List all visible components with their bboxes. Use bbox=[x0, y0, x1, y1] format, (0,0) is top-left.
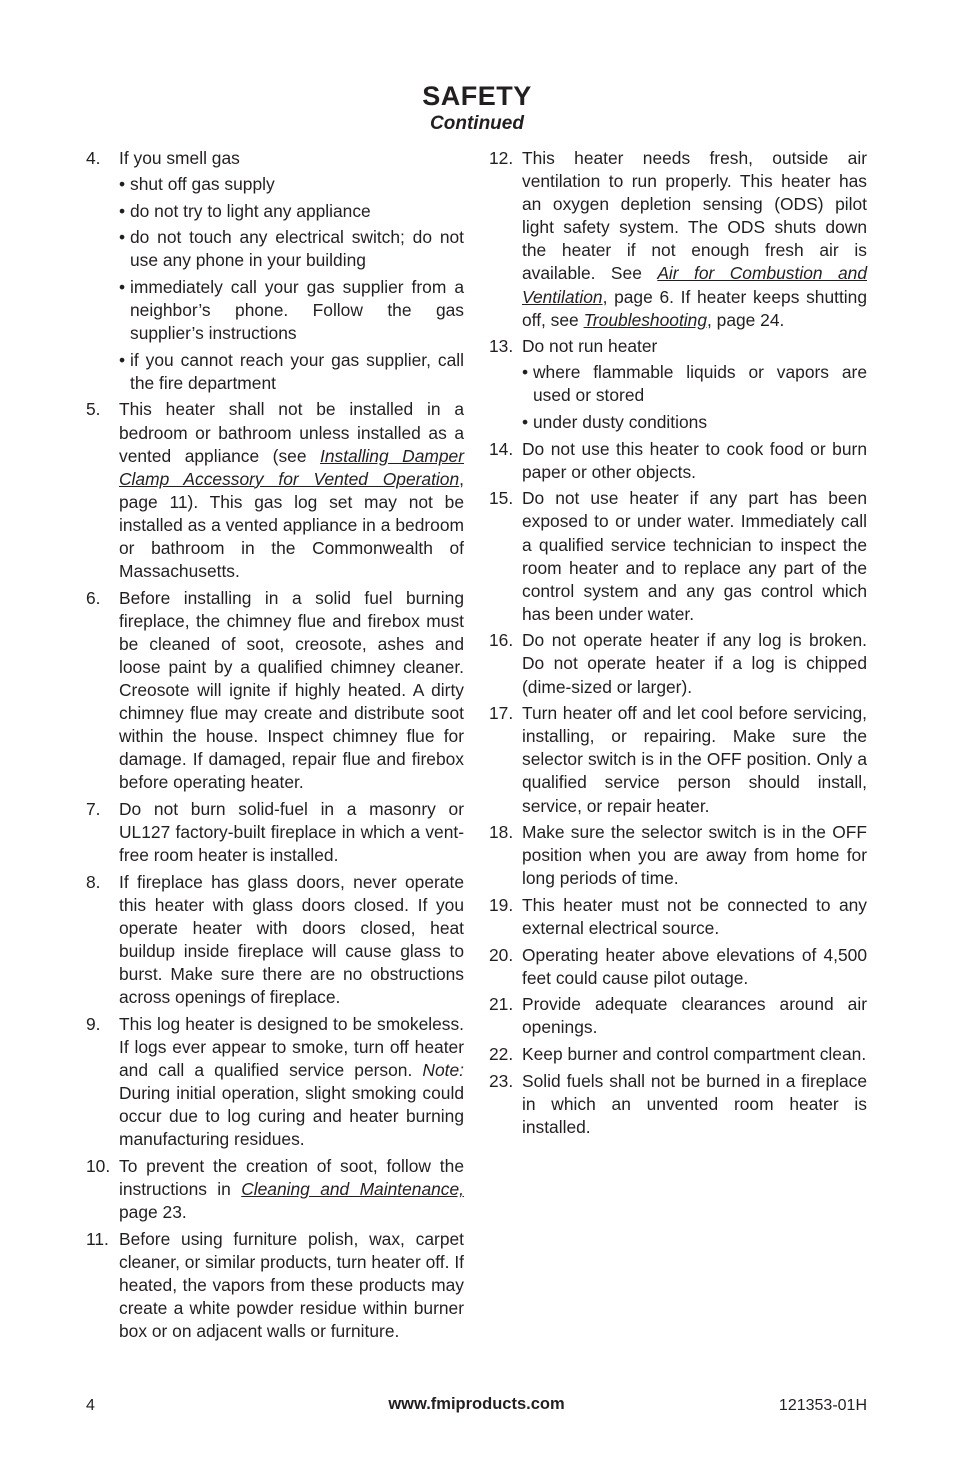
safety-item-12: 12. This heater needs fresh, outside air ventilation to run properly. This heater has an oxygen depletion sensing (ODS) pilot light safety system. The ODS shuts down the heater if not enough fresh air is available. See Air for Combustion and Ventilation, page 6. If heater keeps shutting off, see Troubleshooting, page 24. bbox=[489, 148, 867, 330]
cross-reference-link[interactable]: Installing Damper Clamp Accessory for Vented Operation bbox=[119, 445, 464, 489]
bullet-item: • where flammable liquids or vapors are used or stored bbox=[522, 362, 867, 406]
item-text: This heater must not be connected to any external electrical source. bbox=[522, 894, 867, 938]
bullet-icon: • bbox=[119, 276, 126, 297]
item-number: 16. bbox=[489, 630, 514, 651]
item-number: 5. bbox=[86, 399, 101, 420]
bullet-list bbox=[119, 173, 464, 395]
item-text: Solid fuels shall not be burned in a fireplace in which an unvented room heater is installed. bbox=[522, 1070, 867, 1137]
item-number: 20. bbox=[489, 944, 514, 965]
bullet-list bbox=[522, 361, 867, 434]
bullet-item: • do not touch any electrical switch; do not use any phone in your building bbox=[119, 227, 464, 271]
safety-item-14 bbox=[489, 438, 867, 484]
page-title: SAFETY bbox=[422, 81, 532, 111]
safety-item-13 bbox=[489, 335, 867, 434]
safety-item-7 bbox=[86, 798, 464, 867]
bullet-icon: • bbox=[119, 174, 126, 195]
item-text: Do not use this heater to cook food or burn paper or other objects. bbox=[522, 438, 867, 482]
page-header bbox=[0, 80, 954, 136]
bullet-icon: • bbox=[119, 227, 126, 248]
bullet-item: • do not try to light any appliance bbox=[119, 200, 464, 223]
safety-item-20 bbox=[489, 944, 867, 990]
item-text: Make sure the selector switch is in the OFF position when you are away from home for long periods of time. bbox=[522, 822, 867, 889]
item-number: 21. bbox=[489, 994, 514, 1015]
item-number: 15. bbox=[489, 488, 514, 509]
item-number: 17. bbox=[489, 703, 514, 724]
safety-item-15 bbox=[489, 487, 867, 626]
item-text: Provide adequate clearances around air openings. bbox=[522, 994, 867, 1038]
safety-item-22 bbox=[489, 1043, 867, 1066]
safety-item-16 bbox=[489, 629, 867, 698]
safety-item-6 bbox=[86, 587, 464, 795]
item-text: Before using furniture polish, wax, carpet cleaner, or similar products, turn heater off. If heated, the vapors from these products may create a white powder residue within burner box or on adjacent walls or furniture. bbox=[119, 1228, 464, 1342]
bullet-icon: • bbox=[119, 200, 126, 221]
item-number: 9. bbox=[86, 1013, 101, 1034]
item-number: 22. bbox=[489, 1043, 514, 1064]
item-number: 13. bbox=[489, 336, 514, 357]
page-footer bbox=[86, 1395, 867, 1417]
item-number: 8. bbox=[86, 871, 101, 892]
safety-item-23 bbox=[489, 1070, 867, 1139]
page-number: 4 bbox=[86, 1397, 95, 1414]
item-number: 19. bbox=[489, 894, 514, 915]
left-column bbox=[86, 147, 464, 1347]
bullet-icon: • bbox=[119, 349, 126, 370]
bullet-item: • immediately call your gas supplier from a neighbor’s phone. Follow the gas supplier’s instructions bbox=[119, 276, 464, 344]
safety-item-4 bbox=[86, 147, 464, 395]
item-text: Do not operate heater if any log is broken. Do not operate heater if a log is chipped (dime-sized or larger). bbox=[522, 630, 867, 697]
cross-reference-link[interactable]: Air for Combustion and Ventilation bbox=[522, 263, 867, 307]
item-number: 11. bbox=[86, 1228, 109, 1249]
right-column bbox=[489, 147, 867, 1142]
item-number: 7. bbox=[86, 799, 101, 820]
safety-item-10: 10. To prevent the creation of soot, follow the instructions in Cleaning and Maintenance, page 23. bbox=[86, 1155, 464, 1223]
item-text: Turn heater off and let cool before servicing, installing, or repairing. Make sure the selector switch is in the OFF position. Only a qualified service person should install, service, or repair heater. bbox=[522, 703, 867, 816]
safety-item-21 bbox=[489, 993, 867, 1039]
item-text: If you smell gas bbox=[119, 148, 240, 168]
item-text: Before installing in a solid fuel burning fireplace, the chimney flue and firebox must be cleaned of soot, creosote, ashes and loose paint by a qualified chimney cleaner. Creosote will ignite if highly heated. A dirty chimney flue may create and distribute soot within the house. Inspect chimney flue for damage. If damaged, repair flue and firebox before operating heater. bbox=[119, 587, 464, 793]
safety-item-19 bbox=[489, 894, 867, 940]
item-text: Do not use heater if any part has been exposed to or under water. Immediately call a qualified service technician to inspect the room heater and to replace any part of the control system and any gas control which has been under water. bbox=[522, 488, 867, 624]
safety-item-17 bbox=[489, 702, 867, 817]
item-text: Keep burner and control compartment clean. bbox=[522, 1043, 867, 1064]
safety-item-5: 5. This heater shall not be installed in a bedroom or bathroom unless installed as a vented appliance (see Installing Damper Clamp Accessory for Vented Operation, page 11). This gas log set may not be installed as a vented appliance in a bedroom or bathroom in the Commonwealth of Massachusetts. bbox=[86, 399, 464, 582]
note-label: Note: bbox=[422, 1060, 464, 1081]
bullet-item: • if you cannot reach your gas supplier, call the fire department bbox=[119, 349, 464, 393]
page-subtitle: Continued bbox=[430, 113, 524, 134]
website-link[interactable]: www.fmiproducts.com bbox=[388, 1395, 565, 1413]
safety-item-11 bbox=[86, 1228, 464, 1343]
item-number: 12. bbox=[489, 148, 514, 168]
bullet-item: • shut off gas supply bbox=[119, 173, 464, 196]
item-text: If fireplace has glass doors, never operate this heater with glass doors closed. If you operate heater with doors closed, heat buildup inside fireplace will cause glass to burst. Make sure there are no obstructions across openings of fireplace. bbox=[119, 871, 464, 1008]
bullet-item: • under dusty conditions bbox=[522, 411, 867, 434]
item-number: 4. bbox=[86, 148, 101, 168]
item-number: 18. bbox=[489, 822, 514, 843]
item-text: Do not run heater bbox=[522, 336, 658, 357]
safety-item-8 bbox=[86, 871, 464, 1010]
item-text: Do not burn solid-fuel in a masonry or UL127 factory-built fireplace in which a vent-free room heater is installed. bbox=[119, 799, 464, 866]
item-text: Operating heater above elevations of 4,500 feet could cause pilot outage. bbox=[522, 944, 867, 988]
item-number: 14. bbox=[489, 438, 514, 459]
item-number: 23. bbox=[489, 1070, 514, 1091]
bullet-icon: • bbox=[522, 412, 529, 433]
cross-reference-link[interactable]: Troubleshooting bbox=[583, 309, 707, 330]
item-number: 6. bbox=[86, 587, 101, 608]
safety-item-9: 9. This log heater is designed to be smokeless. If logs ever appear to smoke, turn off heater and call a qualified service person. Note: During initial operation, slight smoking could occur due to log curing and heater burning manufacturing residues. bbox=[86, 1013, 464, 1150]
item-number: 10. bbox=[86, 1155, 111, 1176]
document-number: 121353-01H bbox=[778, 1397, 867, 1414]
safety-item-18 bbox=[489, 821, 867, 890]
cross-reference-link[interactable]: Cleaning and Maintenance, bbox=[241, 1179, 464, 1200]
bullet-icon: • bbox=[522, 362, 529, 383]
